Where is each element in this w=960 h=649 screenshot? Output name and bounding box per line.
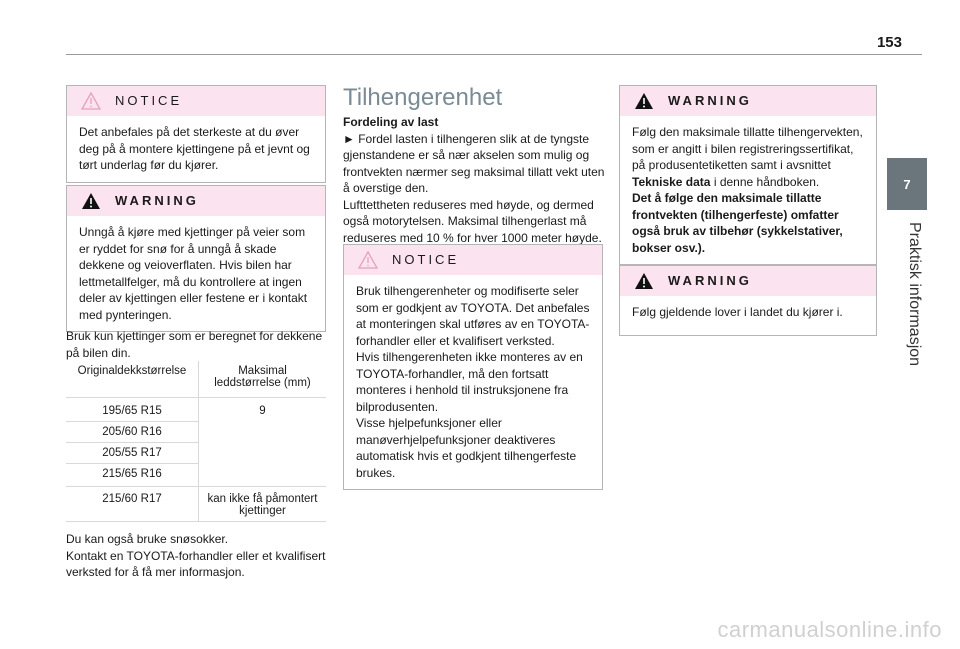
warning-header xyxy=(620,266,876,296)
warning-text: Følg gjeldende lover i landet du kjører i. xyxy=(632,305,843,319)
caution-triangle-icon xyxy=(358,251,378,269)
notice-box-towbar xyxy=(343,244,603,490)
section-heading: Tilhengerenhet xyxy=(343,84,503,111)
warning-header xyxy=(620,86,876,116)
notice-header xyxy=(344,245,602,275)
table-header-original-size: Originaldekkstørrelse xyxy=(66,361,199,398)
notice-header xyxy=(67,86,325,116)
warning-triangle-icon xyxy=(634,272,654,290)
notice-paragraph-1: Bruk tilhengerenheter og modifiserte seler som er godkjent av TOYOTA. Det anbefales at monteringen skal utføres av en TOYOTA-forhandler eller et kvalifisert verksted. xyxy=(356,284,590,348)
page-number: 153 xyxy=(876,34,902,51)
warning-text: Unngå å kjøre med kjettinger på veier som er ryddet for snø for å unngå å skade dekkene og veioverflaten. Hvis bilen har lettmetallfelger, må du kontrollere at ingen deler av kjettingen eller festene er i kontakt med pynteringen. xyxy=(79,225,308,322)
caution-triangle-icon xyxy=(81,92,101,110)
table-row xyxy=(66,398,326,422)
warning-body xyxy=(620,116,876,264)
warning-text-bold: Tekniske data xyxy=(632,174,711,189)
notice-paragraph-3: Visse hjelpefunksjoner eller manøverhjelpefunksjoner deaktiveres automatisk hvis et godkjent tilhengerfeste brukes. xyxy=(356,416,577,480)
table-cell-size: 215/65 R16 xyxy=(66,464,199,487)
notice-text: Det anbefales på det sterkeste at du øver deg på å montere kjettingene på et jevnt og tørt underlag før du kjører. xyxy=(79,125,310,172)
table-cell-size: 195/65 R15 xyxy=(66,398,199,422)
outro-line-1: Du kan også bruke snøsokker. xyxy=(66,532,229,546)
warning-paragraph-1 xyxy=(632,124,866,190)
warning-title: WARNING xyxy=(668,272,752,288)
outro-line-2: Kontakt en TOYOTA-forhandler eller et kvalifisert verksted for å få mer informasjon. xyxy=(66,548,326,579)
notice-paragraph-2: Hvis tilhengerenheten ikke monteres av en TOYOTA-forhandler, må den fortsatt monteres i henhold til instruksjonene fra bilprodusenten. xyxy=(356,350,583,414)
notice-title: NOTICE xyxy=(115,92,183,108)
table-cell-value: kan ikke få påmontert kjettinger xyxy=(199,487,327,522)
load-paragraph-1: ► Fordel lasten i tilhengeren slik at de tyngste gjenstandene er så nær akselen som mulig og frontvekten nærmer seg maksimal tillatt vekt uten å overstige den. xyxy=(343,131,605,195)
table-cell-size: 215/60 R17 xyxy=(66,487,199,522)
notice-title: NOTICE xyxy=(392,251,460,267)
warning-paragraph-2: Det å følge den maksimale tillatte frontvekten (tilhengerfeste) omfatter også bruk av tilbehør (sykkelstativer, bokser osv.). xyxy=(632,191,843,255)
warning-title: WARNING xyxy=(668,92,752,108)
table-header-row xyxy=(66,361,326,398)
load-paragraph-2: Lufttettheten reduseres med høyde, og dermed også motorytelsen. Maksimal tilhengerlast må reduseres med 10 % for hver 1000 meter høyde. xyxy=(343,197,602,245)
load-distribution-text xyxy=(343,114,605,246)
watermark: carmanualsonline.info xyxy=(717,617,942,642)
notice-body xyxy=(344,275,602,489)
warning-text-part: i denne håndboken. xyxy=(710,174,820,189)
top-rule xyxy=(66,54,922,55)
subheading: Fordeling av last xyxy=(343,115,439,129)
table-header-max-link-size: Maksimal leddstørrelse (mm) xyxy=(199,361,327,398)
warning-text-part: Følg den maksimale tillatte tilhengervekten, som er angitt i bilen registreringssertifikat, på produsentetiketten samt i avsnittet xyxy=(632,125,863,172)
table-cell-value: 9 xyxy=(199,398,327,487)
warning-box-chains xyxy=(66,185,326,332)
warning-header xyxy=(67,186,325,216)
table-cell-size: 205/60 R16 xyxy=(66,422,199,443)
table-cell-size: 205/55 R17 xyxy=(66,443,199,464)
warning-box-laws xyxy=(619,265,877,336)
chain-size-table xyxy=(66,361,326,522)
notice-box-chains xyxy=(66,85,326,183)
chapter-title: Praktisk informasjon xyxy=(906,222,923,367)
chapter-tab[interactable]: 7 xyxy=(887,158,927,210)
warning-title: WARNING xyxy=(115,192,199,208)
chain-outro-text xyxy=(66,531,328,581)
warning-triangle-icon xyxy=(81,192,101,210)
warning-triangle-icon xyxy=(634,92,654,110)
warning-box-weight xyxy=(619,85,877,265)
table-row xyxy=(66,487,326,522)
chain-intro-text: Bruk kun kjettinger som er beregnet for dekkene på bilen din. xyxy=(66,329,323,360)
